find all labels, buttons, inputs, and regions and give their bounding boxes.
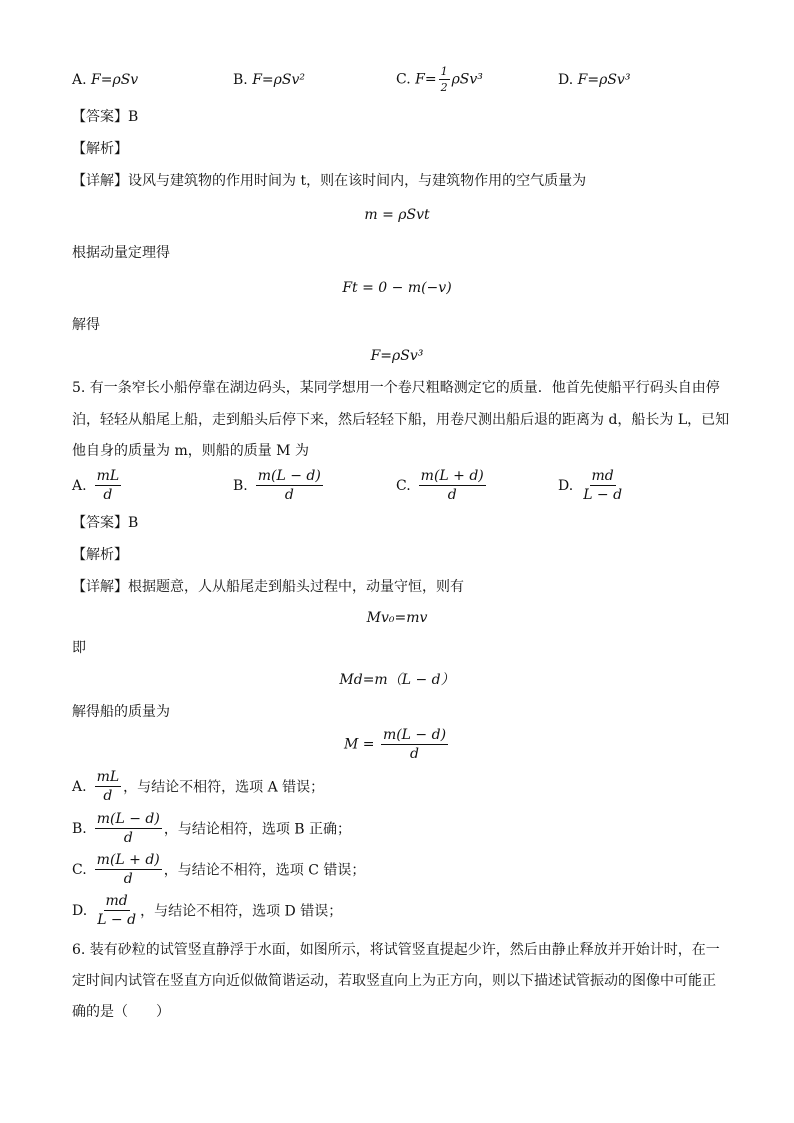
q4-detail: 【详解】设风与建筑物的作用时间为 t，则在该时间内，与建筑物作用的空气质量为 (72, 173, 587, 189)
q4-answer: 【答案】B (72, 109, 139, 125)
check-label: A. (72, 778, 87, 795)
option-fraction: $\frac{m(L + d)}{d}$ (420, 468, 484, 503)
q6-stem-line-3: 确的是（ ） (72, 1004, 170, 1020)
q5-option-b (233, 469, 325, 502)
q5-equation-2: Md=m（L − d） (339, 672, 455, 688)
option-fraction: $\frac{1}{2}$ (440, 65, 448, 94)
option-formula: F=ρSv³ (577, 72, 631, 88)
equation-fraction: $\frac{m(L - d)}{d}$ (382, 727, 447, 762)
q5-check-d (72, 894, 342, 927)
q4-analysis-tag: 【解析】 (72, 141, 128, 157)
option-fraction: $\frac{md}{L - d}$ (583, 468, 623, 503)
q5-equation-1: Mv₀=mv (366, 610, 428, 626)
q5-stem-line-3: 他自身的质量为 m，则船的质量 M 为 (72, 443, 309, 459)
check-text: ，与结论不相符，选项 A 错误； (123, 779, 325, 796)
q4-equation-2: Ft = 0 − m(−v) (342, 280, 452, 296)
option-formula-prefix: F= (415, 71, 437, 88)
q4-equation-3: F=ρSv³ (370, 348, 424, 364)
q5-text-3: 解得船的质量为 (72, 704, 170, 720)
option-label: A. (72, 72, 87, 88)
q4-text-2: 根据动量定理得 (72, 245, 170, 261)
option-formula-suffix: ρSv³ (451, 71, 483, 88)
q5-equation-3 (0, 728, 794, 761)
q6-stem-line-2: 定时间内试管在竖直方向近似做简谐运动，若取竖直向上为正方向，则以下描述试管振动的图像中可能正 (72, 973, 716, 989)
check-fraction: $\frac{m(L - d)}{d}$ (96, 811, 160, 846)
option-label: B. (233, 72, 248, 88)
q5-check-a (72, 770, 324, 803)
check-label: C. (72, 861, 87, 878)
q5-answer: 【答案】B (72, 515, 139, 531)
option-label: C. (396, 477, 411, 494)
equation-lhs: M = (343, 736, 375, 753)
check-fraction: $\frac{m(L + d)}{d}$ (96, 852, 160, 887)
check-text: ，与结论不相符，选项 C 错误； (163, 862, 366, 879)
q4-option-b (233, 72, 305, 88)
q5-option-a (72, 469, 123, 502)
q5-option-d (558, 469, 626, 502)
q5-check-c (72, 853, 365, 886)
check-fraction: $\frac{md}{L - d}$ (97, 893, 137, 928)
check-label: B. (72, 820, 87, 837)
q4-text-3: 解得 (72, 317, 100, 333)
q5-stem-line-1: 5. 有一条窄长小船停靠在湖边码头，某同学想用一个卷尺粗略测定它的质量．他首先使船平行码头自由停 (72, 380, 720, 396)
check-text: ，与结论相符，选项 B 正确； (163, 821, 352, 838)
option-fraction: $\frac{mL}{d}$ (96, 468, 120, 503)
q5-text-2: 即 (72, 640, 86, 656)
option-label: A. (72, 477, 87, 494)
q5-analysis-tag: 【解析】 (72, 547, 128, 563)
q5-check-b (72, 812, 351, 845)
option-label: D. (558, 72, 574, 88)
option-label: B. (233, 477, 248, 494)
option-formula: F=ρSv (91, 72, 139, 88)
option-formula: F=ρSv² (252, 72, 305, 88)
q4-option-a (72, 72, 138, 88)
check-label: D. (72, 902, 88, 919)
q4-option-d (558, 72, 630, 88)
option-label: C. (396, 71, 411, 88)
q5-detail: 【详解】根据题意，人从船尾走到船头过程中，动量守恒，则有 (72, 579, 464, 595)
q4-equation-1: m = ρSvt (364, 207, 430, 223)
q4-option-c (396, 66, 483, 93)
q6-stem-line-1: 6. 装有砂粒的试管竖直静浮于水面，如图所示，将试管竖直提起少许，然后由静止释放并开始计时，在一 (72, 942, 720, 958)
q5-option-c (396, 469, 488, 502)
option-label: D. (558, 477, 574, 494)
option-fraction: $\frac{m(L - d)}{d}$ (257, 468, 321, 503)
check-text: ，与结论不相符，选项 D 错误； (140, 903, 343, 920)
q5-stem-line-2: 泊，轻轻从船尾上船，走到船头后停下来，然后轻轻下船，用卷尺测出船后退的距离为 d，船长为 L，已知 (72, 412, 730, 428)
check-fraction: $\frac{mL}{d}$ (96, 769, 120, 804)
